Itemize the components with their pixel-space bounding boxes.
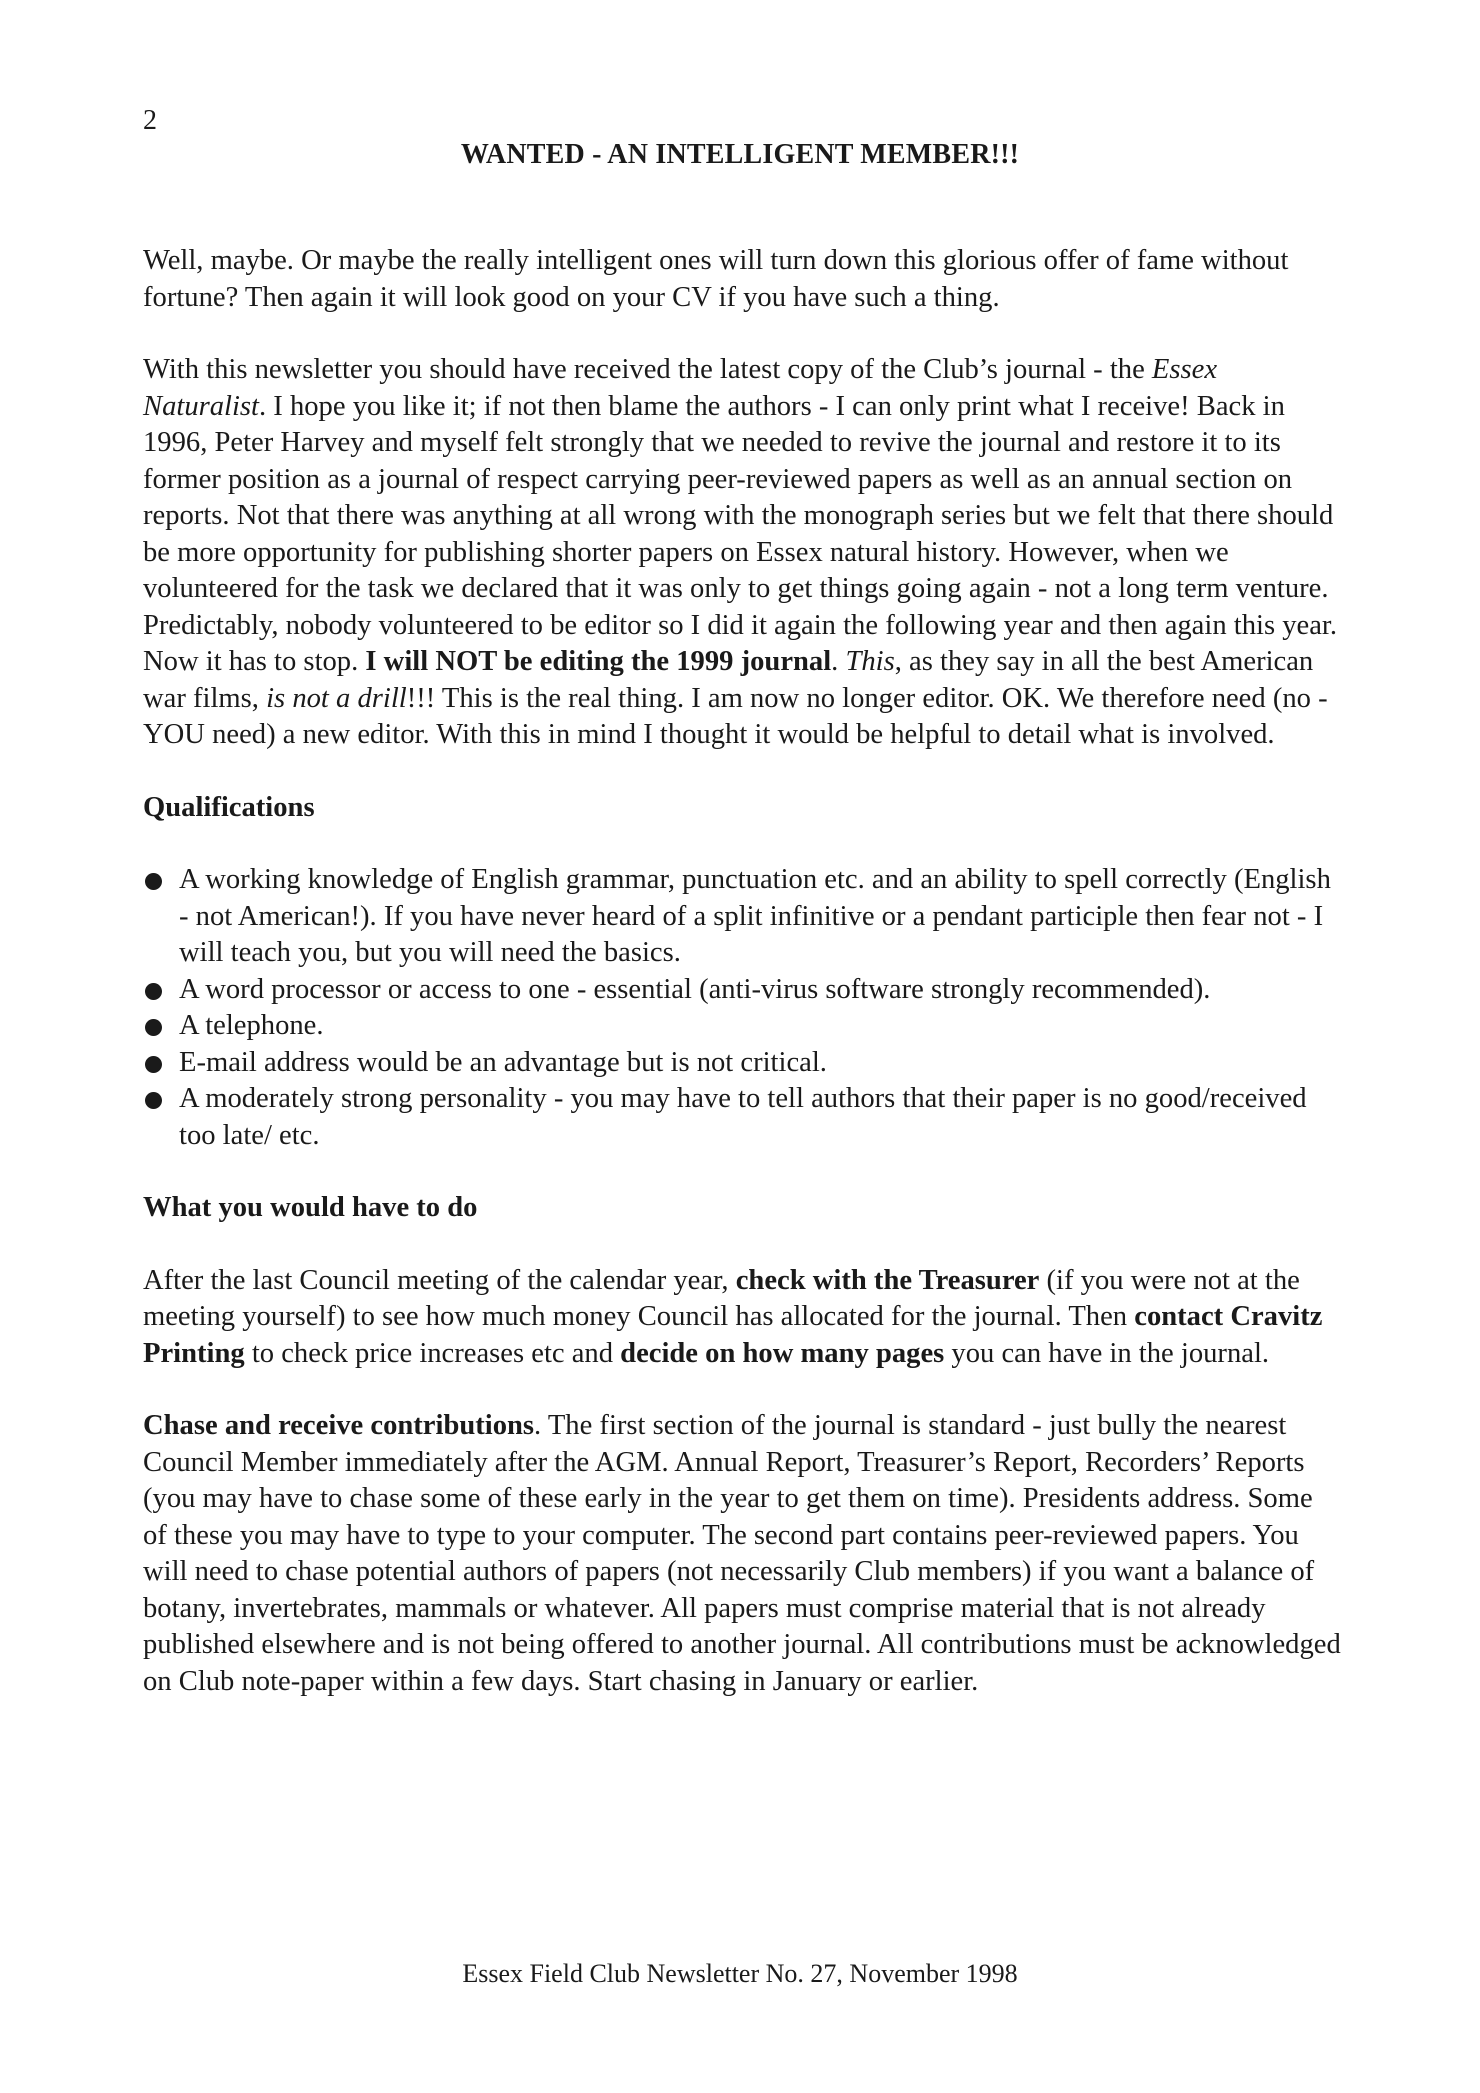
page-number: 2 <box>143 105 157 136</box>
list-item <box>143 972 1343 1009</box>
emphasis-bold: I will NOT be editing the 1999 journal <box>365 646 832 677</box>
journal-name: Essex Naturalist <box>143 354 1218 422</box>
list-item <box>143 862 1343 972</box>
bullet-icon <box>145 983 162 1000</box>
list-item-text: A moderately strong personality - you may have to tell authors that their paper is no good/received too late/ etc. <box>179 1083 1307 1151</box>
bullet-icon <box>145 1019 162 1036</box>
list-item-text: A word processor or access to one - essential (anti-virus software strongly recommended). <box>179 973 1211 1005</box>
emphasis-bold: check with the Treasurer <box>735 1264 1040 1296</box>
emphasis-italic: is not a drill <box>266 682 407 714</box>
text-run: . <box>831 646 846 677</box>
qualifications-list <box>143 862 1343 1154</box>
duties-heading: What you would have to do <box>143 1192 478 1223</box>
list-item <box>143 1045 1343 1082</box>
article-title: WANTED - AN INTELLIGENT MEMBER!!! <box>460 139 1020 170</box>
emphasis-bold: Chase and receive contributions <box>143 1410 535 1441</box>
emphasis-bold: decide on how many pages <box>620 1337 945 1369</box>
emphasis-bold: contact Cravitz Printing <box>143 1301 1323 1369</box>
bullet-icon <box>145 873 162 890</box>
text-run: you can have in the journal. <box>944 1337 1270 1369</box>
list-item-text: A working knowledge of English grammar, punctuation etc. and an ability to spell correctly (English - not American!). If you have never heard of a split infinitive or a pendant participle then fear not - I will teach you, but you will need the basics. <box>179 864 1331 968</box>
duties-paragraph-2 <box>143 1408 1343 1700</box>
text-run: (if you were not at the meeting yourself) to see how much money Council has allocated for the journal. Then <box>143 1264 1300 1332</box>
text-run: , as they say in all the best American war films, <box>143 646 1314 714</box>
text-run: After the last Council meeting of the calendar year, <box>143 1264 736 1296</box>
text-run: With this newsletter you should have received the latest copy of the Club’s journal - the <box>143 354 1152 385</box>
qualifications-heading: Qualifications <box>143 791 315 823</box>
text-run: to check price increases etc and <box>244 1337 621 1369</box>
list-item-text: A telephone. <box>179 1010 324 1041</box>
intro-paragraph-1: Well, maybe. Or maybe the really intelligent ones will turn down this glorious offer of fame without fortune? Then again it will look good on your CV if you have such a thing. <box>143 245 1289 313</box>
text-run: . The first section of the journal is standard - just bully the nearest Council Member immediately after the AGM. Annual Report, Treasurer’s Report, Recorders’ Reports (you may have to chase some of these early in the year to get them on time). Presidents address. Some of these you may have to type to your computer. The second part contains peer-reviewed papers. You will need to chase potential authors of papers (not necessarily Club members) if you want a balance of botany, invertebrates, mammals or whatever. All papers must comprise material that is not already published elsewhere and is not being offered to another journal. All contributions must be acknowledged on Club note-paper within a few days. Start chasing in January or earlier. <box>143 1410 1341 1697</box>
text-run: . I hope you like it; if not then blame the authors - I can only print what I receive! Back in 1996, Peter Harvey and myself felt strongly that we needed to revive the journal and restore it to its former position as a journal of respect carrying peer-reviewed papers as well as an annual section on reports. Not that there was anything at all wrong with the monograph series but we felt that there should be more opportunity for publishing shorter papers on Essex natural history. However, when we volunteered for the task we declared that it was only to get things going again - not a long term venture. Predictably, nobody volunteered to be editor so I did it again the following year and then again this year. Now it has to stop. <box>143 390 1337 677</box>
article-body <box>143 243 1343 1700</box>
page-footer: Essex Field Club Newsletter No. 27, November 1998 <box>462 1959 1018 1988</box>
text-run: !!! This is the real thing. I am now no longer editor. OK. We therefore need (no - YOU need) a new editor. With this in mind I thought it would be helpful to detail what is involved. <box>143 682 1328 750</box>
intro-paragraph-2 <box>143 352 1343 754</box>
duties-paragraph-1 <box>143 1263 1343 1373</box>
bullet-icon <box>145 1056 162 1073</box>
list-item <box>143 1081 1343 1154</box>
list-item-text: E-mail address would be an advantage but is not critical. <box>179 1046 827 1078</box>
list-item <box>143 1008 1343 1045</box>
bullet-icon <box>145 1092 162 1109</box>
emphasis-italic: This <box>845 646 895 677</box>
